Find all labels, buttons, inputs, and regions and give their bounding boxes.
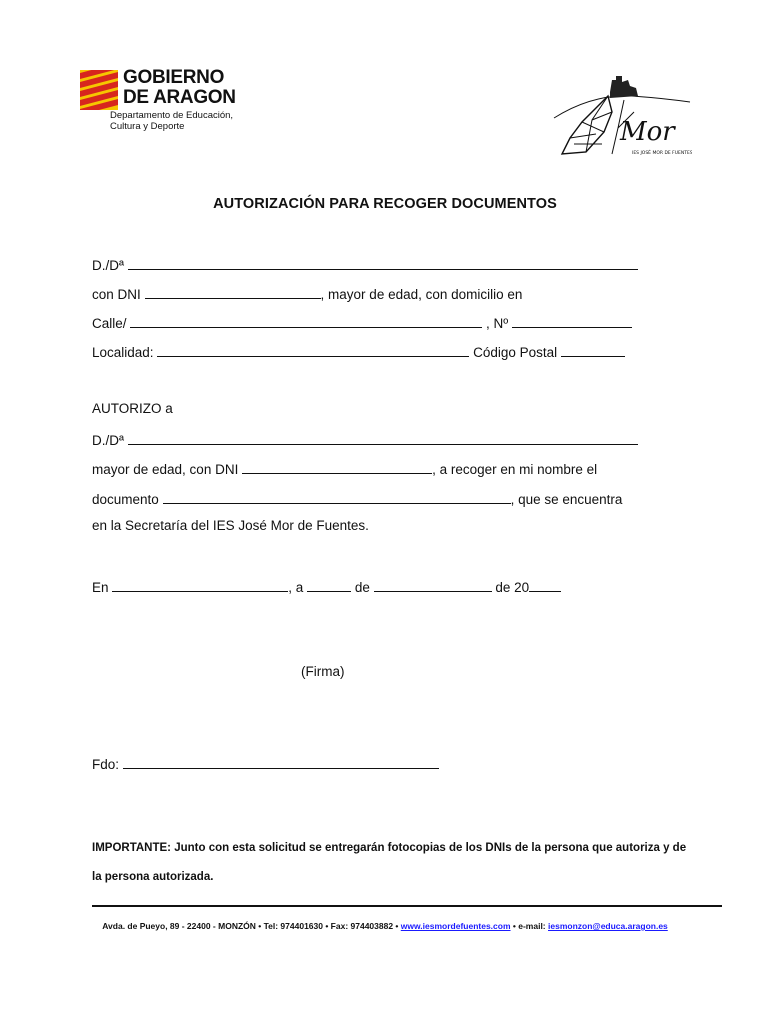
form-line-localidad <box>92 342 625 360</box>
gov-department <box>110 110 233 132</box>
gov-logo-line2: DE ARAGON <box>123 87 236 108</box>
anio-field[interactable] <box>529 577 561 592</box>
en-label: En <box>92 580 109 595</box>
form-line-fecha <box>92 577 561 595</box>
de20-label: de 20 <box>495 580 530 595</box>
footer-email-link[interactable]: iesmonzon@educa.aragon.es <box>548 921 668 931</box>
form-line-dd <box>92 255 638 273</box>
gov-logo-line1: GOBIERNO <box>123 67 225 88</box>
fdo-field[interactable] <box>123 754 439 769</box>
localidad-field[interactable] <box>157 342 469 357</box>
documento-field[interactable] <box>163 489 511 504</box>
school-logo-text: Mor <box>620 117 675 147</box>
recoger-label: , a recoger en mi nombre el <box>432 462 598 477</box>
dni-label: con DNI <box>92 287 141 302</box>
footer-email-label: • e-mail: <box>512 921 546 931</box>
lugar-field[interactable] <box>112 577 288 592</box>
de-label: de <box>354 580 370 595</box>
form-line-dd2 <box>92 430 638 448</box>
dd2-label: D./Dª <box>92 433 124 448</box>
dd-label: D./Dª <box>92 258 124 273</box>
footer-website-link[interactable]: www.iesmordefuentes.com <box>400 921 511 931</box>
num-label: , Nº <box>486 316 509 331</box>
document-title: AUTORIZACIÓN PARA RECOGER DOCUMENTOS <box>213 196 557 212</box>
gov-logo-title <box>123 68 236 108</box>
cp-field[interactable] <box>561 342 625 357</box>
encuentra-label: , que se encuentra <box>510 492 623 507</box>
dni-field[interactable] <box>145 284 321 299</box>
form-line-calle <box>92 313 632 331</box>
firma-text: (Firma) <box>301 664 345 679</box>
dia-field[interactable] <box>307 577 351 592</box>
footer-divider <box>92 905 722 907</box>
aragon-flag-icon <box>80 70 118 110</box>
dni-suffix: , mayor de edad, con domicilio en <box>320 287 523 302</box>
school-logo <box>552 72 692 162</box>
castle-logo-icon <box>552 72 692 162</box>
localidad-label: Localidad: <box>92 345 154 360</box>
dd-field[interactable] <box>128 255 638 270</box>
a-label: , a <box>288 580 304 595</box>
footer-address: Avda. de Pueyo, 89 - 22400 - MONZÓN • Tel: 974401630 • Fax: 974403882 • <box>102 921 399 931</box>
calle-field[interactable] <box>130 313 482 328</box>
footer <box>0 921 770 931</box>
important-text: Junto con esta solicitud se entregarán fotocopias de los DNIs de la persona que autoriza y de la persona autorizada. <box>92 842 687 883</box>
form-line-mayor <box>92 459 597 477</box>
school-logo-subtext: IES JOSÉ MOR DE FUENTES <box>632 151 692 156</box>
important-label: IMPORTANTE: <box>92 842 172 854</box>
dd2-field[interactable] <box>128 430 638 445</box>
cp-label: Código Postal <box>473 345 558 360</box>
mayor-label: mayor de edad, con DNI <box>92 462 239 477</box>
important-note <box>92 834 692 892</box>
mes-field[interactable] <box>374 577 492 592</box>
form-line-dni <box>92 284 522 302</box>
secretaria-text: en la Secretaría del IES José Mor de Fuentes. <box>92 518 369 533</box>
calle-label: Calle/ <box>92 316 127 331</box>
num-field[interactable] <box>512 313 632 328</box>
documento-label: documento <box>92 492 159 507</box>
fdo-label: Fdo: <box>92 757 120 772</box>
gov-dept-line1: Departamento de Educación, <box>110 110 234 121</box>
dni2-field[interactable] <box>242 459 432 474</box>
form-line-documento <box>92 489 622 507</box>
gobierno-aragon-logo <box>80 68 270 148</box>
autorizo-text: AUTORIZO a <box>92 401 173 416</box>
form-line-fdo <box>92 754 439 772</box>
gov-dept-line2: Cultura y Deporte <box>110 121 185 132</box>
